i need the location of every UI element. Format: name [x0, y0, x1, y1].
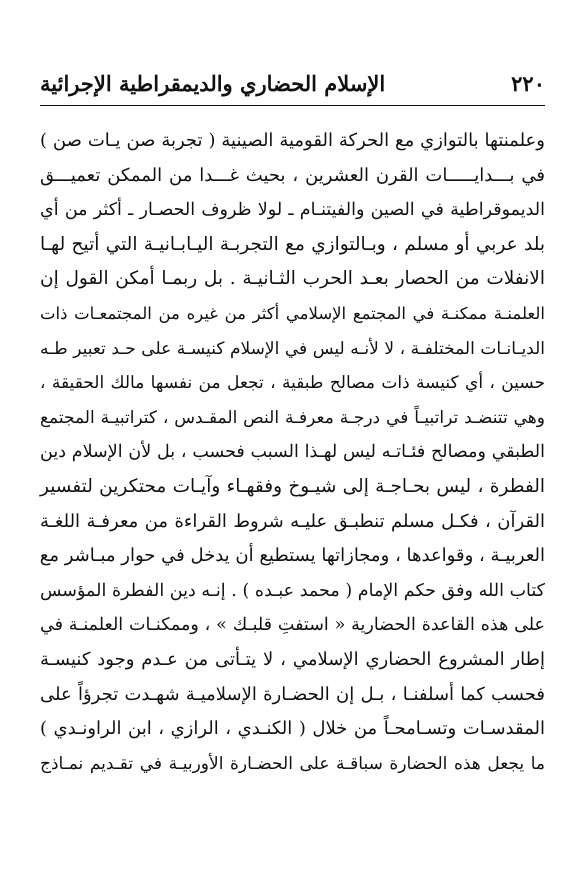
- text-line: القرآن ، فكـل مسلم تنطبـق عليـه شروط القراءة من معرفـة اللغـة: [40, 510, 545, 532]
- text-line: الديموقراطية في الصين والفيتنـام ـ لولا ظروف الحصـار ـ أكثر من أي: [40, 200, 545, 221]
- text-line: العلمنـة ممكنـة في المجتمع الإسلامي أكثر من غيره من المجتمعـات ذات: [40, 303, 545, 323]
- body-text: [40, 124, 545, 781]
- header-divider: [40, 105, 545, 106]
- text-line: وهي تتنضـد تراتبيـاً في درجـة معرفـة النص المقـدس ، كتراتبيـة المجتمع: [40, 407, 545, 428]
- text-line: وعلمنتها بالتوازي مع الحركة القومية الصينية ( تجربة صن يـات صن ): [40, 130, 545, 151]
- page-header: [40, 70, 545, 104]
- text-line: على هذه القاعدة الحضارية « استفتِ قلبـك » ، وممكنـات العلمنـة في: [40, 615, 545, 636]
- text-line: فحسب كما أسلفنـا ، بـل إن الحضـارة الإسلاميـة شهـدت تجرؤاً على: [40, 683, 545, 705]
- text-line: إطار المشروع الحضاري الإسلامي ، لا يتـأتى من عـدم وجود كنيسـة: [40, 648, 545, 670]
- text-line: بلد عربي أو مسلم ، وبـالتوازي مع التجربـة اليـابـانيـة التي أتيح لهـا: [40, 233, 545, 255]
- text-line: الديـانـات المختلفـة ، لا لأنـه ليس في الإسلام كنيسـة على حـد تعبير طـه: [40, 338, 545, 359]
- running-title: الإسلام الحضاري والديمقراطية الإجرائية: [40, 71, 386, 96]
- text-line: الفطرة ، ليس بحـاجـة إلى شيـوخ وفقهـاء وآيـات محتكرين لتفسير: [40, 475, 545, 497]
- text-line: الطبقي ومصالح فئـاتـه ليس لهـذا السبب فحسب ، بل لأن الإسلام دين: [40, 442, 545, 463]
- text-line: المقدسـات وتسـامحـاً من خلال ( الكنـدي ، الرازي ، ابن الراونـدي ): [40, 718, 545, 740]
- page-number: ٢٢٠: [511, 71, 545, 96]
- text-line: كتاب الله وفق حكم الإمام ( محمد عبـده ) . إنـه دين الفطرة المؤسس: [40, 580, 545, 601]
- text-line: حسين ، أي كنيسة ذات مصالح طبقية ، تجعل من نفسها مالك الحقيقة ،: [40, 373, 545, 394]
- text-line: ما يجعل هذه الحضارة سباقـة على الحضـارة الأوربيـة في تقـديم نمـاذج: [40, 753, 545, 774]
- text-line: الانفلات من الحصار بعـد الحرب الثـانيـة . بل ربمـا أمكن القول إن: [40, 268, 545, 290]
- text-line: في بـــدايـــــات القرن العشرين ، بحيث غـــدا من الممكن تعميـــق: [40, 164, 545, 186]
- text-line: العربيـة ، وقواعدها ، ومجازاتها يستطيع أن يدخل في حوار مبـاشر مع: [39, 545, 545, 567]
